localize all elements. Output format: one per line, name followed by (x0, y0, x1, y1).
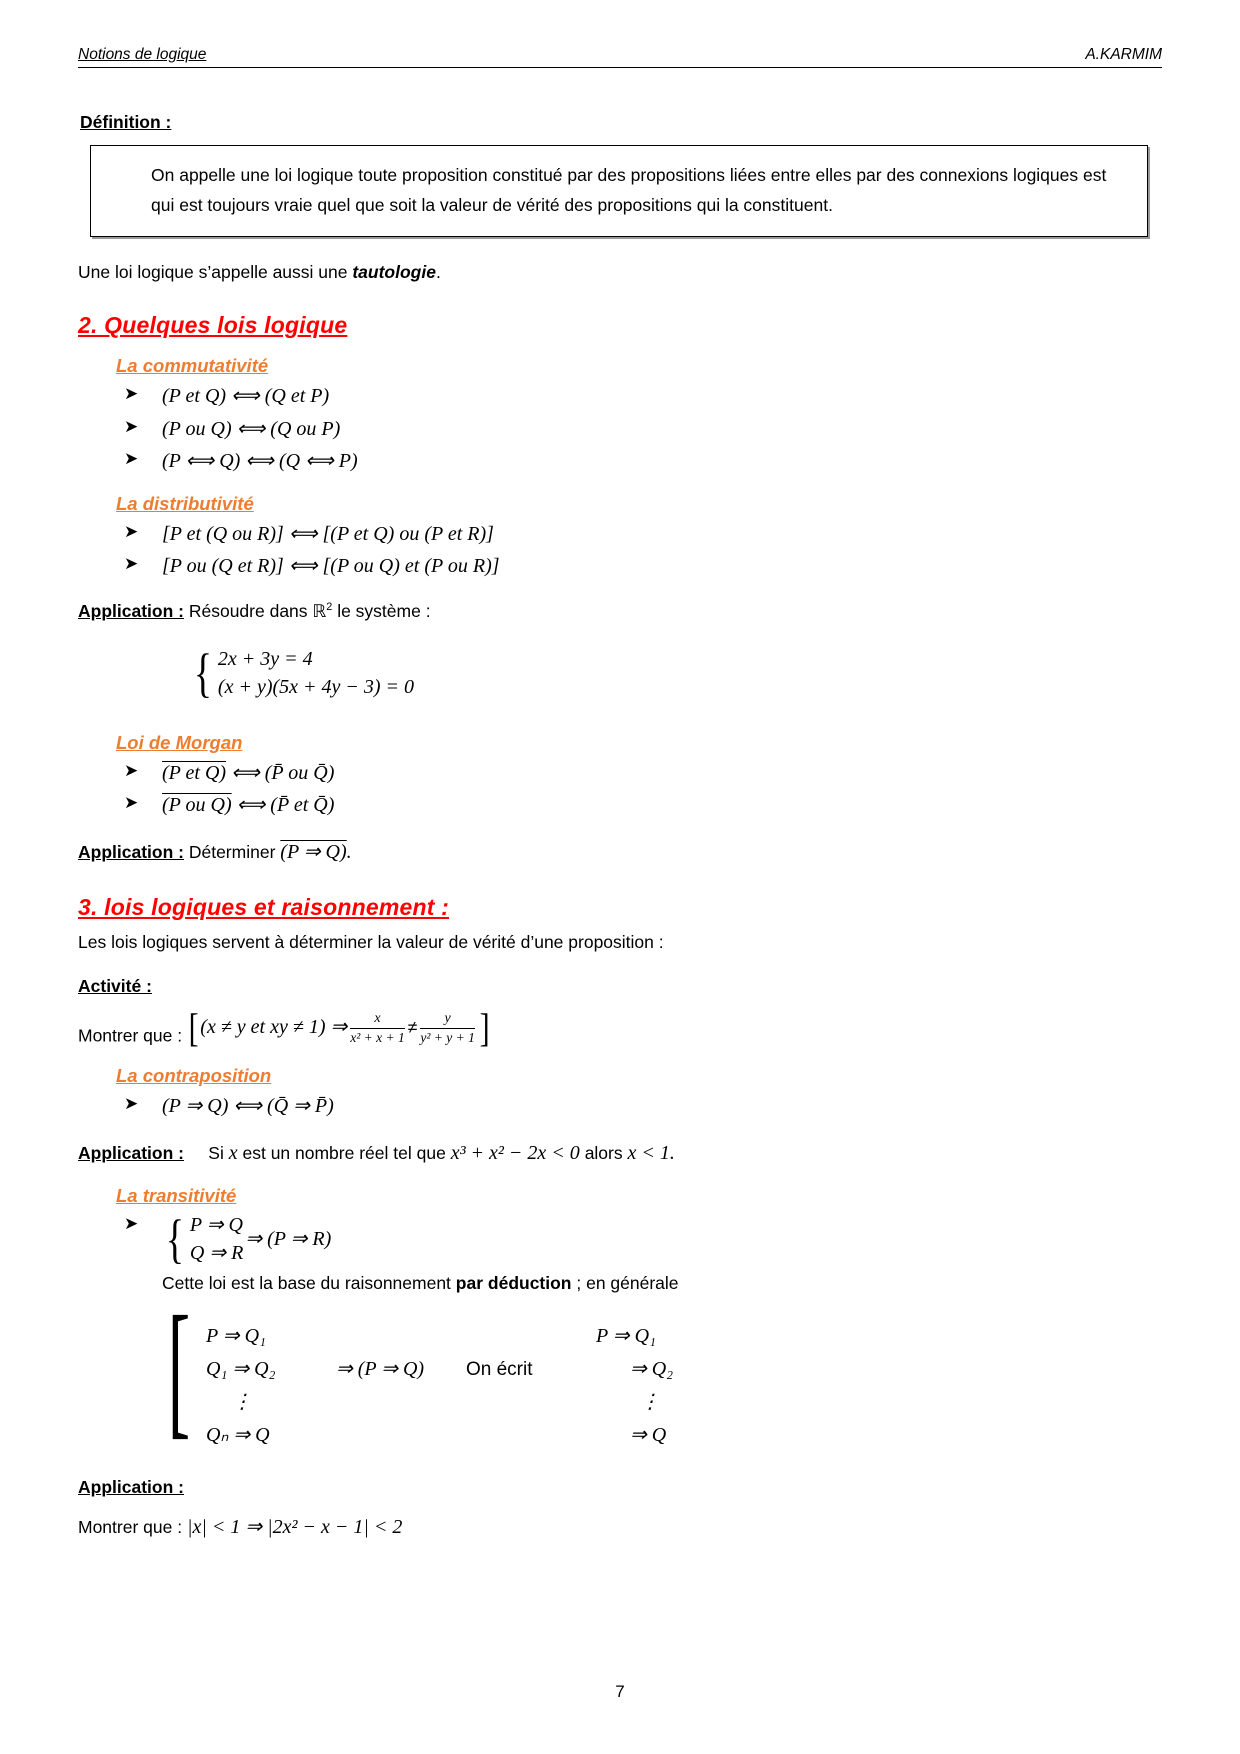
tautology-note (78, 259, 1162, 286)
arrow-bullet-icon: ➤ (124, 760, 139, 780)
activity-relation: ≠ (407, 1017, 418, 1038)
subsection-morgan-heading: Loi de Morgan (116, 731, 243, 753)
deduction-row (596, 1356, 673, 1389)
transitivity-premise-2: Q ⇒ R (189, 1242, 244, 1265)
deduction-row (596, 1323, 673, 1356)
list-item (116, 446, 1162, 477)
application-1-label: Application : (78, 600, 184, 621)
formula-distributivity-2: [P ou (Q et R)] ⟺ [(P ou Q) et (P ou R)] (162, 555, 500, 578)
arrow-bullet-icon: ➤ (124, 793, 139, 813)
application-2-text: Déterminer (188, 841, 276, 862)
formula-distributivity-1: [P et (Q ou R)] ⟺ [(P et Q) ou (P et R)] (162, 522, 494, 545)
fraction-1-numerator: x (374, 1010, 381, 1026)
formula-contraposition-1: (P ⇒ Q) ⟺ (Q̄ ⇒ P̄) (162, 1095, 334, 1118)
list-item (116, 519, 1162, 550)
tautology-emphasis: tautologie (352, 262, 436, 283)
section-3-heading: 3. lois logiques et raisonnement : (78, 893, 450, 920)
transitivity-brace-icon: { (165, 1208, 185, 1269)
deduction-right-row-4: ⇒ Q (629, 1423, 667, 1446)
definition-box (90, 145, 1148, 237)
transitivity-note-after: ; en générale (571, 1272, 679, 1293)
activity-label: Activité : (78, 975, 152, 996)
list-item (116, 551, 1162, 582)
deduction-row (596, 1389, 673, 1422)
deduction-left-row-2: Q₁ ⇒ Q₂ (205, 1357, 276, 1380)
transitivity-premise-1: P ⇒ Q (189, 1213, 243, 1236)
list-item (116, 790, 1162, 821)
page-header (78, 46, 1162, 68)
formula-commutativity-2: (P ou Q) ⟺ (Q ou P) (162, 417, 341, 440)
transitivity-note (78, 1270, 1162, 1297)
deduction-right-row-3: ⋮ (639, 1390, 660, 1413)
application-2-formula-negated: (P ⇒ Q) (280, 840, 347, 863)
application-4-formula: |x| < 1 ⇒ |2x² − x − 1| < 2 (186, 1515, 403, 1538)
system-equation-2: (x + y)(5x + 4y − 3) = 0 (217, 676, 415, 699)
transitivity-list (78, 1208, 1162, 1269)
application-3-text-then: alors (584, 1142, 623, 1163)
deduction-left-result: ⇒ (P ⇒ Q) (335, 1357, 425, 1380)
subsection-commutativity-heading: La commutativité (116, 355, 269, 377)
activity-prompt: Montrer que : (78, 1025, 183, 1046)
fraction-2-numerator: y (444, 1010, 451, 1026)
system-equation-1: 2x + 3y = 4 (217, 647, 313, 670)
tautology-note-prefix: Une loi logique s’appelle aussi une (78, 262, 353, 283)
tautology-note-suffix: . (435, 262, 441, 283)
definition-text: On appelle une loi logique toute proposition constitué par des propositions liées entre elles par des connexions logiques est qui est toujours vraie quel que soit la valeur de vérité des propositions qui la constituent. (151, 165, 1107, 216)
application-3 (78, 1138, 1162, 1169)
list-item (116, 414, 1162, 445)
deduction-left-column (206, 1323, 536, 1455)
left-bracket-icon: [ (188, 1005, 199, 1051)
application-2 (78, 837, 1162, 868)
page-number: 7 (615, 1682, 625, 1701)
arrow-bullet-icon: ➤ (124, 384, 139, 404)
definition-label: Définition : (80, 112, 172, 132)
application-4-text: Montrer que : (78, 1516, 183, 1537)
transitivity-note-before: Cette loi est la base du raisonnement (162, 1272, 456, 1293)
deduction-row (206, 1389, 536, 1422)
arrow-bullet-icon: ➤ (124, 521, 139, 541)
list-item (116, 758, 1162, 789)
application-1-text-before: Résoudre dans (188, 600, 308, 621)
deduction-right-row-2: ⇒ Q₂ (629, 1357, 674, 1380)
section-2-heading: 2. Quelques lois logique (78, 312, 348, 339)
deduction-left-row-3: ⋮ (231, 1390, 252, 1413)
system-brace-icon: { (193, 642, 213, 703)
distributivity-list (78, 519, 1162, 582)
header-author-right: A.KARMIM (1085, 46, 1162, 63)
activity-formula-condition: (x ≠ y et xy ≠ 1) ⇒ (200, 1016, 348, 1039)
activity-formula (187, 1005, 491, 1051)
activity-fraction-1 (350, 1011, 405, 1045)
deduction-middle-text: On écrit (465, 1358, 533, 1380)
list-item (116, 1091, 1162, 1122)
subsection-transitivity-heading: La transitivité (116, 1184, 237, 1206)
section-3-intro: Les lois logiques servent à déterminer la valeur de vérité d’une proposition : (78, 931, 664, 952)
application-3-text-before: Si (208, 1142, 224, 1163)
application-4-label: Application : (78, 1476, 184, 1497)
deduction-brace-icon: [ (167, 1285, 191, 1452)
formula-morgan-2 (162, 794, 334, 816)
arrow-bullet-icon: ➤ (124, 416, 139, 436)
arrow-bullet-icon: ➤ (124, 1213, 139, 1233)
subsection-distributivity-heading: La distributivité (116, 492, 254, 514)
commutativity-list (78, 381, 1162, 477)
deduction-left-row-4: Qₙ ⇒ Q (205, 1423, 270, 1446)
deduction-row (206, 1323, 536, 1356)
deduction-gap (536, 1323, 596, 1455)
contraposition-list (78, 1091, 1162, 1122)
application-2-formula-suffix: . (346, 840, 352, 863)
deduction-left-row-1: P ⇒ Q₁ (205, 1324, 266, 1347)
activity-statement (78, 1005, 1162, 1051)
list-item (116, 381, 1162, 412)
application-3-conclusion: x < 1. (627, 1141, 675, 1164)
deduction-row (206, 1422, 536, 1455)
real-numbers-exponent: 2 (326, 600, 333, 613)
fraction-2-denominator: y² + y + 1 (420, 1029, 475, 1045)
application-1 (78, 598, 1162, 625)
transitivity-conclusion: ⇒ (P ⇒ R) (245, 1228, 332, 1251)
formula-morgan-1-negated: (P et Q) (162, 761, 227, 784)
morgan-list (78, 758, 1162, 821)
application-2-label: Application : (78, 841, 184, 862)
activity-fraction-2 (420, 1011, 475, 1045)
right-bracket-icon: ] (479, 1005, 490, 1051)
deduction-right-row-1: P ⇒ Q₁ (595, 1324, 656, 1347)
application-1-text-after: le système : (337, 600, 431, 621)
formula-morgan-2-rest: ⟺ (P̄ et Q̄) (231, 794, 335, 817)
arrow-bullet-icon: ➤ (124, 554, 139, 574)
deduction-row (596, 1422, 673, 1455)
header-title-left: Notions de logique (78, 46, 207, 63)
application-3-text-mid: est un nombre réel tel que (242, 1142, 446, 1163)
application-4 (78, 1512, 1162, 1543)
transitivity-rule (162, 1208, 332, 1269)
application-3-inequality: x³ + x² − 2x < 0 (450, 1141, 580, 1164)
arrow-bullet-icon: ➤ (124, 449, 139, 469)
formula-commutativity-1: (P et Q) ⟺ (Q et P) (162, 385, 330, 408)
deduction-schema (78, 1285, 1162, 1455)
list-item (116, 1208, 1162, 1269)
formula-morgan-1-rest: ⟺ (P̄ ou Q̄) (226, 761, 335, 784)
formula-commutativity-3: (P ⟺ Q) ⟺ (Q ⟺ P) (162, 450, 358, 473)
application-3-variable: x (228, 1141, 238, 1164)
formula-morgan-1 (162, 762, 334, 784)
fraction-1-denominator: x² + x + 1 (350, 1029, 405, 1045)
transitivity-note-bold: par déduction (455, 1272, 572, 1293)
deduction-right-column (596, 1323, 673, 1455)
application-3-label: Application : (78, 1142, 184, 1163)
formula-morgan-2-negated: (P ou Q) (162, 794, 232, 817)
application-2-formula (280, 841, 351, 863)
real-numbers-symbol: ℝ$^2$ (312, 600, 333, 621)
deduction-row (206, 1356, 536, 1389)
system-of-equations (78, 642, 1162, 703)
arrow-bullet-icon: ➤ (124, 1094, 139, 1114)
subsection-contraposition-heading: La contraposition (116, 1065, 272, 1087)
